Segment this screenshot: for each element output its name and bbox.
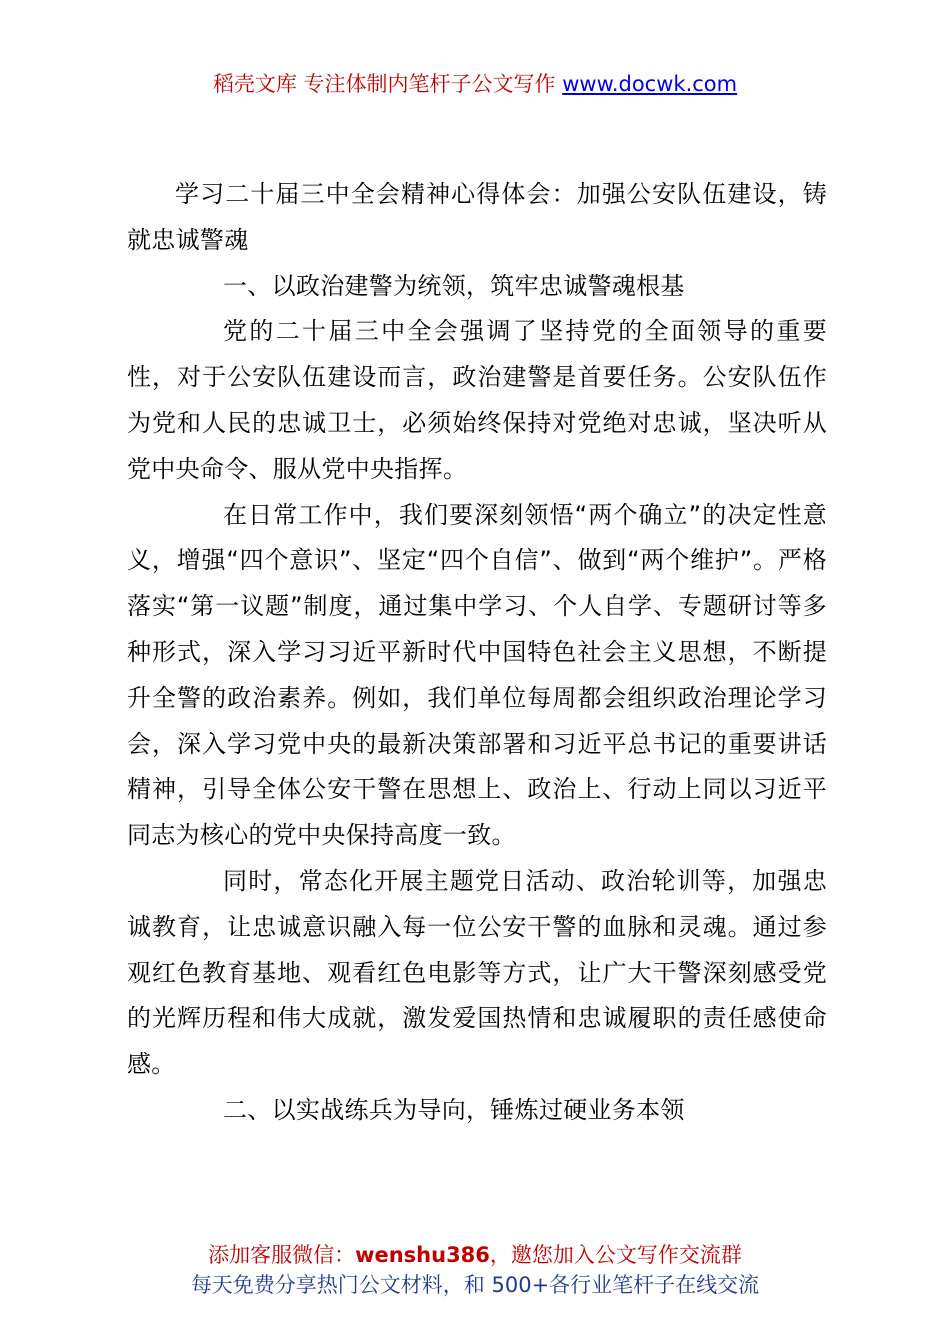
footer-contact-suffix: ，邀您加入公文写作交流群 [489,1243,742,1267]
header-brand-text: 稻壳文库 专注体制内笔杆子公文写作 [212,72,563,96]
site-link[interactable]: www.docwk.com [562,72,738,96]
body-paragraph: 党的二十届三中全会强调了坚持党的全面领导的重要性，对于公安队伍建设而言，政治建警是首要任务。公安队伍作为党和人民的忠诚卫士，必须始终保持对党绝对忠诚，坚决听从党中央命令、服从党中央指挥。 [127,317,827,483]
footer-promo-line: 每天免费分享热门公文材料，和 500+各行业笔杆子在线交流 [190,1273,760,1297]
document-body [127,172,827,1134]
body-paragraph: 在日常工作中，我们要深刻领悟“两个确立”的决定性意义，增强“四个意识”、坚定“四个自信”、做到“两个维护”。严格落实“第一议题”制度，通过集中学习、个人自学、专题研讨等多种形式，深入学习习近平新时代中国特色社会主义思想，不断提升全警的政治素养。例如，我们单位每周都会组织政治理论学习会，深入学习党中央的最新决策部署和习近平总书记的重要讲话精神，引导全体公安干警在思想上、政治上、行动上同以习近平同志为核心的党中央保持高度一致。 [127,500,827,850]
section-heading: 二、以实战练兵为导向，锤炼过硬业务本领 [223,1095,685,1124]
page-footer [0,1240,950,1300]
wechat-id: wenshu386 [355,1243,490,1267]
section-heading: 一、以政治建警为统领，筑牢忠诚警魂根基 [223,271,685,300]
footer-contact-line [0,1240,950,1270]
page-header [0,70,950,98]
document-title: 学习二十届三中全会精神心得体会：加强公安队伍建设，铸就忠诚警魂 [127,180,827,254]
body-paragraph: 同时，常态化开展主题党日活动、政治轮训等，加强忠诚教育，让忠诚意识融入每一位公安干警的血脉和灵魂。通过参观红色教育基地、观看红色电影等方式，让广大干警深刻感受党的光辉历程和伟大成就，激发爱国热情和忠诚履职的责任感使命感。 [127,866,827,1079]
footer-contact-prefix: 添加客服微信： [208,1243,356,1267]
